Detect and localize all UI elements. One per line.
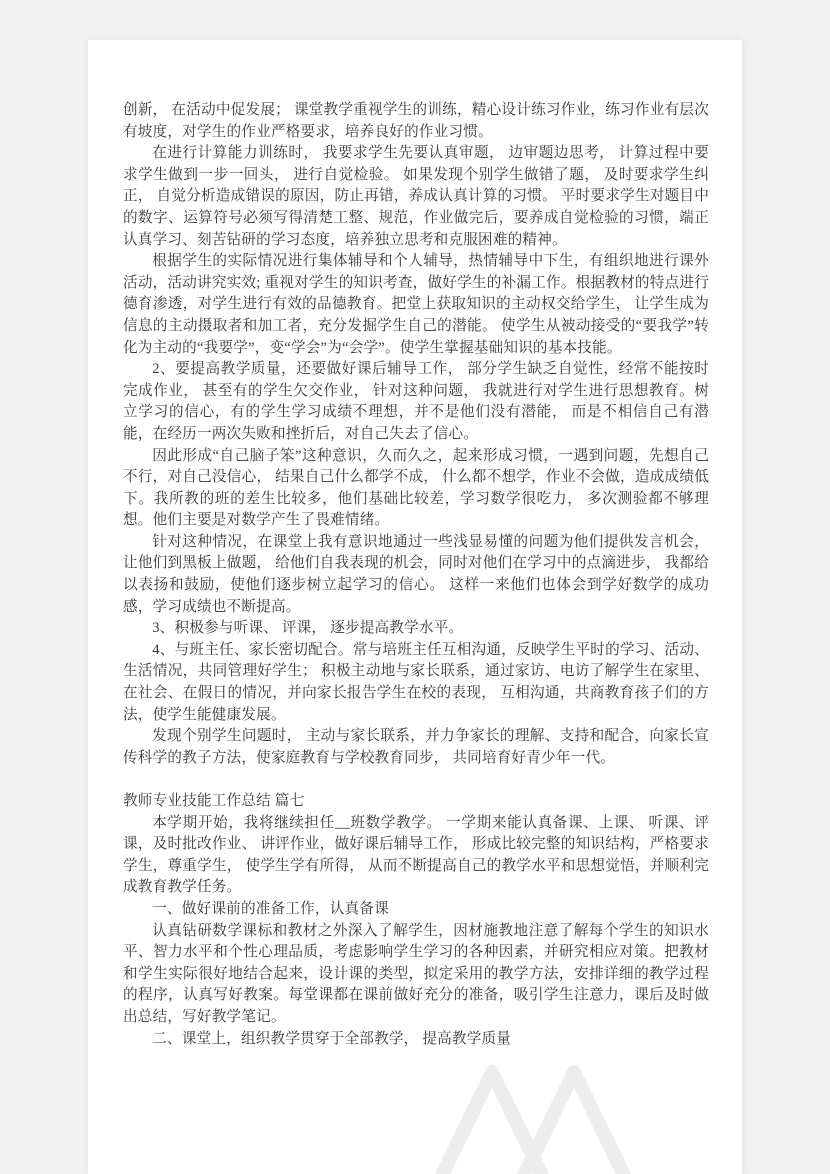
- paragraph: 本学期开始，我将继续担任__班数学教学。 一学期来能认真备课、上课、 听课、评课，及时批改作业、 讲评作业，做好课后辅导工作， 形成比较完整的知识结构，严格要求学生，尊重学生， 使学生学有所得， 从而不断提高自己的教学水平和思想觉悟，并顺利完成教育教学任务。: [123, 814, 709, 896]
- paragraph: 因此形成“自己脑子笨”这种意识，久而久之，起来形成习惯，一遇到问题，先想自己不行，对自己没信心， 结果自己什么都学不成， 什么都不想学，作业不会做，造成成绩低下。我所教的班的差生比较多，他们基础比较差，学习数学很吃力， 多次测验都不够理想。他们主要是对数学产生了畏难情绪。: [123, 447, 709, 529]
- paragraph: 4、与班主任、家长密切配合。常与培班主任互相沟通，反映学生平时的学习、活动、生活情况，共同管理好学生； 积极主动地与家长联系，通过家访、电访了解学生在家里、在社会、在假日的情况，并向家长报告学生在校的表现， 互相沟通，共商教育孩子们的方法，使学生能健康发展。: [123, 641, 709, 723]
- paragraph: 根据学生的实际情况进行集体辅导和个人辅导，热情辅导中下生，有组织地进行课外活动，活动讲究实效; 重视对学生的知识考查，做好学生的补漏工作。根据教材的特点进行德育渗透，对学生进行有效的品德教育。把堂上获取知识的主动权交给学生， 让学生成为信息的主动摄取者和加工者，充分发掘学生自己的潜能。 使学生从被动接受的“要我学”转化为主动的“我要学”，变“学会”为“会学”。使学生掌握基础知识的基本技能。: [123, 253, 709, 356]
- paragraph: 一、做好课前的准备工作，认真备课: [152, 900, 389, 917]
- paragraph: 3、积极参与听课、 评课， 逐步提高教学水平。: [152, 620, 464, 637]
- paragraph: 针对这种情况，在课堂上我有意识地通过一些浅显易懂的问题为他们提供发言机会，让他们到黑板上做题， 给他们自我表现的机会，同时对他们在学习中的点滴进步， 我都给以表扬和鼓励，使他们逐步树立起学习的信心。 这样一来他们也体会到学好数学的成功感，学习成绩也不断提高。: [123, 533, 709, 615]
- section-heading: 教师专业技能工作总结 篇七: [123, 793, 305, 809]
- watermark-icon: [418, 1038, 648, 1174]
- paragraph: 创新， 在活动中促发展； 课堂教学重视学生的训练，精心设计练习作业，练习作业有层次有坡度，对学生的作业严格要求，培养良好的作业习惯。: [123, 102, 709, 140]
- paragraph: 二、课堂上，组织教学贯穿于全部教学， 提高教学质量: [152, 1030, 512, 1047]
- paragraph: 2、要提高教学质量，还要做好课后辅导工作， 部分学生缺乏自觉性，经常不能按时完成作业， 甚至有的学生欠交作业， 针对这种问题， 我就进行对学生进行思想教育。树立学习的信心，有的学生学习成绩不理想，并不是他们没有潜能， 而是不相信自己有潜能，在经历一两次失败和挫折后，对自己失去了信心。: [123, 361, 709, 442]
- document-page: [88, 40, 742, 1174]
- paragraph: 发现个别学生问题时， 主动与家长联系，并力争家长的理解、支持和配合，向家长宣传科学的教子方法，使家庭教育与学校教育同步， 共同培育好青少年一代。: [123, 728, 709, 766]
- paragraph: 在进行计算能力训练时， 我要求学生先要认真审题， 边审题边思考， 计算过程中要求学生做到一步一回头， 进行自觉检验。 如果发现个别学生做错了题， 及时要求学生纠正， 自觉分析造成错误的原因，防止再错，养成认真计算的习惯。 平时要求学生对题目中的数字、运算符号必须写得清楚工整、规范，作业做完后，要养成自觉检验的习惯，端正认真学习、刻苦钻研的学习态度，培养独立思考和克服困难的精神。: [123, 145, 709, 248]
- document-body: [123, 100, 709, 1050]
- paragraph: 认真钻研数学课标和教材之外深入了解学生，因材施教地注意了解每个学生的知识水平、智力水平和个性心理品质，考虑影响学生学习的各种因素，并研究相应对策。把教材和学生实际很好地结合起来，设计课的类型，拟定采用的教学方法，安排详细的教学过程的程序，认真写好教案。每堂课都在课前做好充分的准备，吸引学生注意力，课后及时做出总结，写好教学笔记。: [123, 922, 709, 1025]
